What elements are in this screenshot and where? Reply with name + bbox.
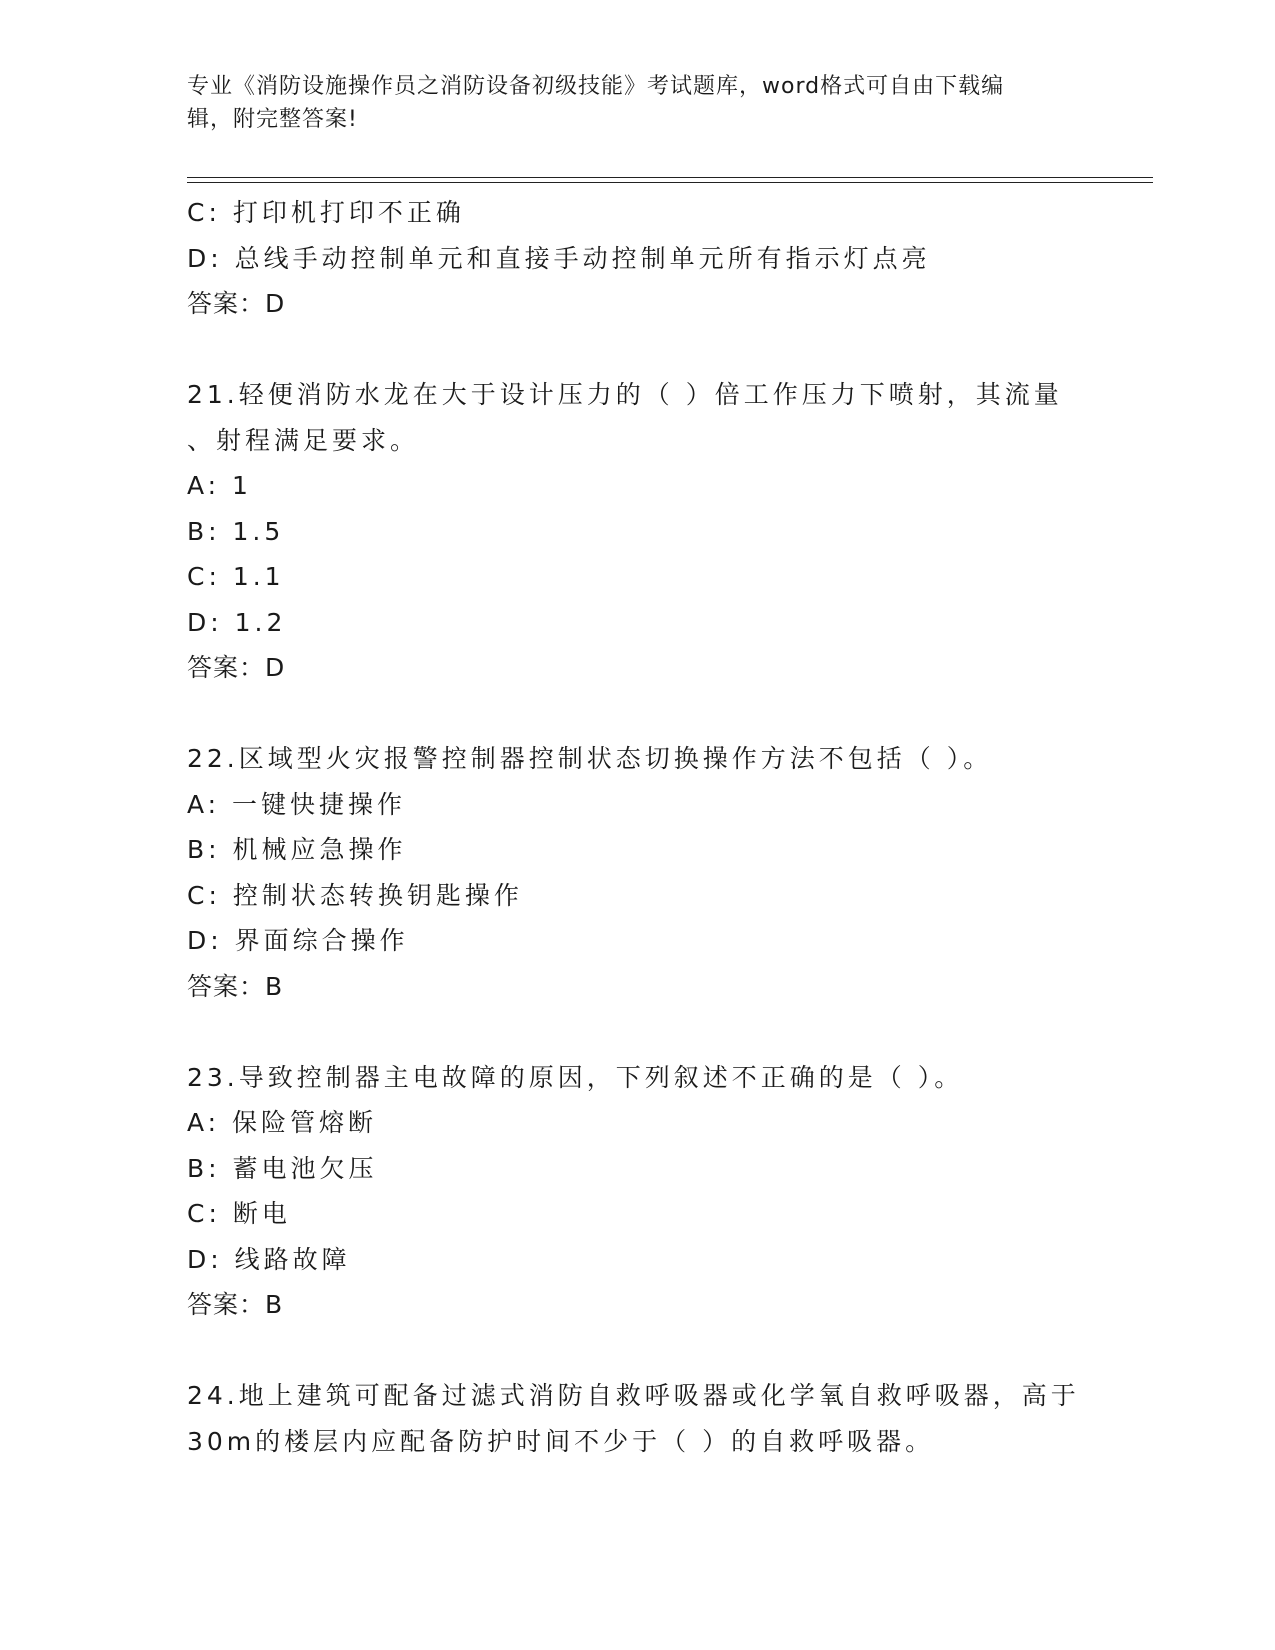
answer-line: 答案：D — [187, 653, 286, 682]
option-c: C: 控制状态转换钥匙操作 — [187, 880, 523, 910]
spacer — [187, 1009, 1087, 1055]
answer-line: 答案：B — [187, 971, 284, 1001]
answer-line: 答案：D — [187, 289, 286, 318]
question-21 — [187, 372, 1087, 691]
question-23 — [187, 1055, 1087, 1328]
answer-line: 答案：B — [187, 1290, 284, 1319]
question-stem-continued: 30m的楼层内应配备防护时间不少于（ ）的自救呼吸器。 — [187, 1426, 935, 1456]
header-line-2: 辑，附完整答案! — [187, 107, 358, 132]
option-d: D: 1.2 — [187, 607, 287, 637]
option-c: C: 断电 — [187, 1199, 291, 1228]
option-d: D: 总线手动控制单元和直接手动控制单元所有指示灯点亮 — [187, 243, 931, 273]
option-d: D: 线路故障 — [187, 1244, 351, 1274]
header-line-1: 专业《消防设施操作员之消防设备初级技能》考试题库，word格式可自由下载编 — [187, 74, 1005, 99]
option-b: B: 蓄电池欠压 — [187, 1153, 378, 1183]
question-stem: 24.地上建筑可配备过滤式消防自救呼吸器或化学氧自救呼吸器，高于 — [187, 1381, 1080, 1410]
option-d: D: 界面综合操作 — [187, 926, 409, 955]
option-b: B: 机械应急操作 — [187, 835, 407, 864]
question-stem: 23.导致控制器主电故障的原因，下列叙述不正确的是（ ）。 — [187, 1062, 964, 1092]
question-stem: 21.轻便消防水龙在大于设计压力的（ ）倍工作压力下喷射，其流量 — [187, 380, 1063, 409]
spacer — [187, 327, 1087, 373]
option-a: A: 保险管熔断 — [187, 1108, 378, 1137]
document-header — [187, 70, 1067, 136]
option-c: C: 打印机打印不正确 — [187, 198, 465, 227]
prev-question — [187, 190, 1087, 327]
option-c: C: 1.1 — [187, 562, 285, 591]
option-a: A: 1 — [187, 471, 252, 500]
question-22 — [187, 736, 1087, 1009]
question-stem: 22.区域型火灾报警控制器控制状态切换操作方法不包括（ ）。 — [187, 744, 993, 773]
option-a: A: 一键快捷操作 — [187, 789, 407, 819]
spacer — [187, 691, 1087, 737]
header-divider-bottom — [187, 182, 1153, 183]
header-divider-top — [187, 177, 1153, 178]
question-stem-continued: 、射程满足要求。 — [187, 425, 420, 455]
question-content — [187, 190, 1087, 1464]
spacer — [187, 1328, 1087, 1374]
question-24 — [187, 1373, 1087, 1464]
option-b: B: 1.5 — [187, 516, 285, 546]
